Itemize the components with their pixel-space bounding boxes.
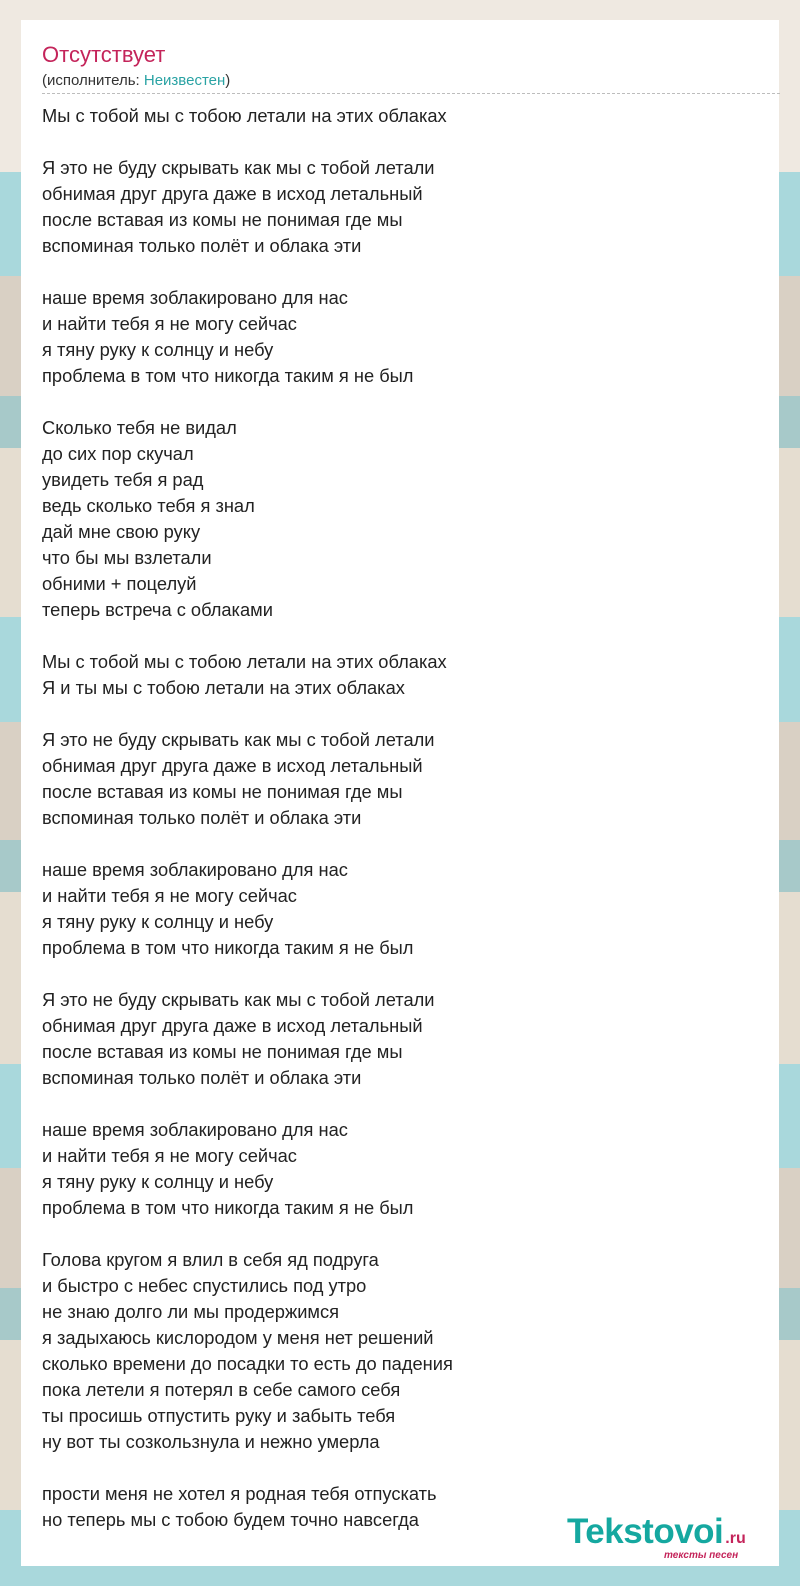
lyric-line: проблема в том что никогда таким я не был — [42, 365, 414, 386]
logo-name: Tekstovoi — [567, 1512, 724, 1551]
logo-tagline: тексты песен — [664, 1550, 739, 1561]
lyric-line: Мы с тобой мы с тобою летали на этих облаках — [42, 651, 447, 672]
lyric-line: прости меня не хотел я родная тебя отпускать — [42, 1483, 437, 1504]
lyric-line: ведь сколько тебя я знал — [42, 495, 255, 516]
lyric-line: после вставая из комы не понимая где мы — [42, 781, 403, 802]
lyric-line: вспоминая только полёт и облака эти — [42, 1067, 362, 1088]
lyric-line: я тяну руку к солнцу и небу — [42, 1171, 274, 1192]
lyric-line: я тяну руку к солнцу и небу — [42, 911, 274, 932]
lyric-line: и найти тебя я не могу сейчас — [42, 885, 297, 906]
lyric-line: до сих пор скучал — [42, 443, 194, 464]
lyric-line: обнимая друг друга даже в исход летальный — [42, 183, 423, 204]
lyric-line: Я и ты мы с тобою летали на этих облаках — [42, 677, 405, 698]
lyric-line: обнимая друг друга даже в исход летальный — [42, 1015, 423, 1036]
lyric-line: я тяну руку к солнцу и небу — [42, 339, 274, 360]
stanza-gap — [42, 831, 762, 857]
stanza-gap — [42, 259, 762, 285]
lyric-line: увидеть тебя я рад — [42, 469, 204, 490]
lyric-line: обнимая друг друга даже в исход летальный — [42, 755, 423, 776]
stanza-gap — [42, 1091, 762, 1117]
lyric-line: Я это не буду скрывать как мы с тобой летали — [42, 989, 435, 1010]
lyric-line: после вставая из комы не понимая где мы — [42, 209, 403, 230]
performer-prefix: (исполнитель: — [42, 72, 144, 89]
lyric-line: проблема в том что никогда таким я не был — [42, 1197, 414, 1218]
lyric-line: после вставая из комы не понимая где мы — [42, 1041, 403, 1062]
lyric-line: не знаю долго ли мы продержимся — [42, 1301, 340, 1322]
lyric-line: проблема в том что никогда таким я не был — [42, 937, 414, 958]
lyric-line: вспоминая только полёт и облака эти — [42, 235, 362, 256]
title-divider — [42, 93, 780, 94]
lyric-line: я задыхаюсь кислородом у меня нет решений — [42, 1327, 434, 1348]
lyric-line: и найти тебя я не могу сейчас — [42, 313, 297, 334]
lyric-line: сколько времени до посадки то есть до падения — [42, 1353, 453, 1374]
performer-line — [42, 72, 230, 89]
stanza-gap — [42, 129, 762, 155]
lyric-line: что бы мы взлетали — [42, 547, 212, 568]
lyric-line: ты просишь отпустить руку и забыть тебя — [42, 1405, 396, 1426]
lyric-line: ну вот ты созкользнула и нежно умерла — [42, 1431, 380, 1452]
lyric-line: пока летели я потерял в себе самого себя — [42, 1379, 401, 1400]
stanza-gap — [42, 961, 762, 987]
lyric-line: Мы с тобой мы с тобою летали на этих облаках — [42, 105, 447, 126]
lyric-line: Я это не буду скрывать как мы с тобой летали — [42, 157, 435, 178]
lyric-line: наше время зоблакировано для нас — [42, 859, 348, 880]
lyric-line: Я это не буду скрывать как мы с тобой летали — [42, 729, 435, 750]
lyric-line: дай мне свою руку — [42, 521, 201, 542]
lyric-line: наше время зоблакировано для нас — [42, 287, 348, 308]
performer-suffix: ) — [225, 72, 231, 89]
logo-domain: .ru — [725, 1530, 746, 1547]
lyric-line: наше время зоблакировано для нас — [42, 1119, 348, 1140]
lyric-line: обними + поцелуй — [42, 573, 197, 594]
lyric-line: и найти тебя я не могу сейчас — [42, 1145, 297, 1166]
stanza-gap — [42, 1455, 762, 1481]
stanza-gap — [42, 701, 762, 727]
stanza-gap — [42, 1221, 762, 1247]
lyrics-text — [42, 103, 762, 1533]
lyric-line: Сколько тебя не видал — [42, 417, 237, 438]
artist-link[interactable]: Неизвестен — [143, 72, 226, 89]
lyric-line: теперь встреча с облаками — [42, 599, 273, 620]
lyric-line: вспоминая только полёт и облака эти — [42, 807, 362, 828]
lyric-line: Голова кругом я влил в себя яд подруга — [42, 1249, 379, 1270]
tekstovoi-logo[interactable] — [567, 1512, 782, 1562]
stanza-gap — [42, 623, 762, 649]
lyric-line: и быстро с небес спустились под утро — [42, 1275, 367, 1296]
lyric-line: но теперь мы с тобою будем точно навсегда — [42, 1509, 419, 1530]
song-title: Отсутствует — [42, 42, 166, 67]
stanza-gap — [42, 389, 762, 415]
lyrics-card — [21, 20, 779, 1566]
